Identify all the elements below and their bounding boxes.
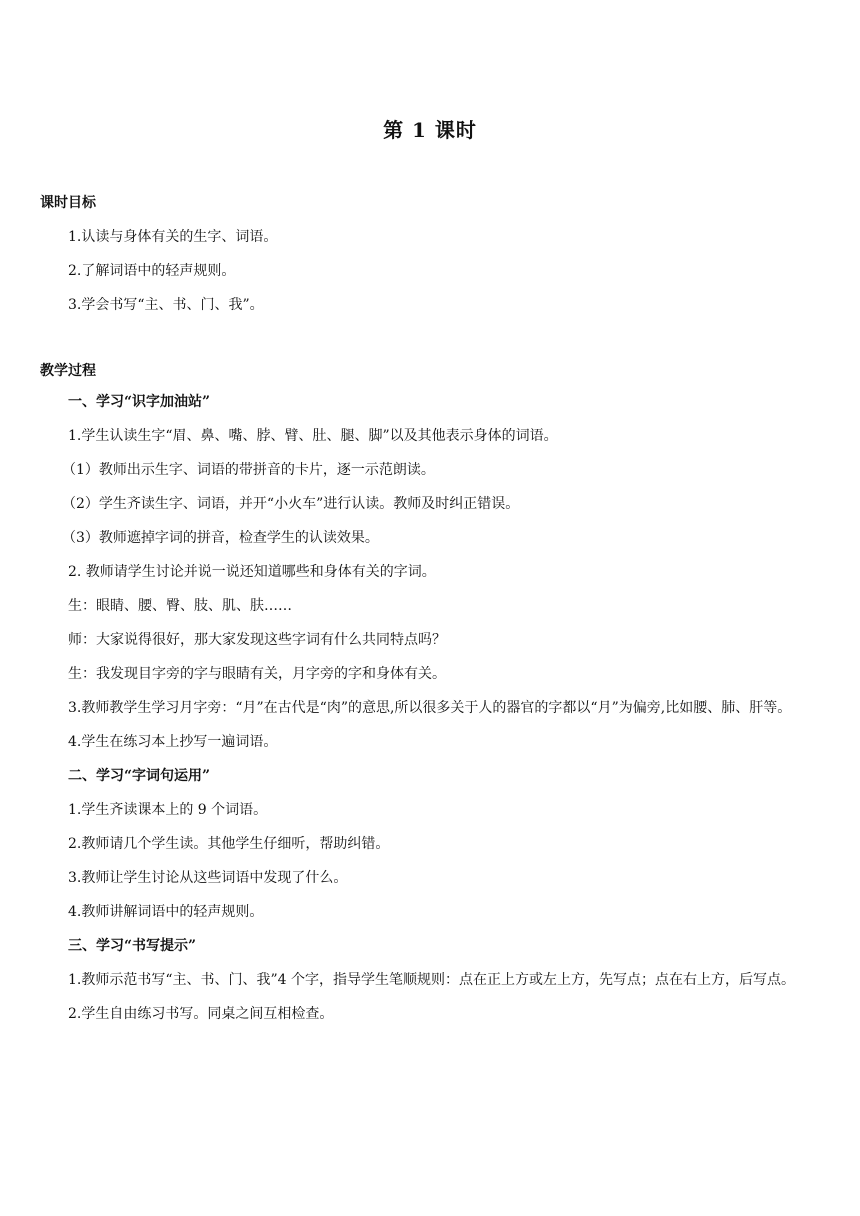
process-paragraph: 3.教师教学生学习月字旁：“月”在古代是“肉”的意思,所以很多关于人的器官的字都以“月”为偏旁,比如腰、肺、肝等。 bbox=[68, 700, 792, 716]
process-paragraph: （3）教师遮掉字词的拼音，检查学生的认读效果。 bbox=[62, 530, 379, 546]
process-paragraph: 2.教师请几个学生读。其他学生仔细听，帮助纠错。 bbox=[68, 836, 390, 852]
process-paragraph: 生：我发现目字旁的字与眼睛有关，月字旁的字和身体有关。 bbox=[68, 666, 446, 682]
process-paragraph: （1）教师出示生字、词语的带拼音的卡片，逐一示范朗读。 bbox=[62, 462, 435, 478]
process-paragraph: 3.教师让学生讨论从这些词语中发现了什么。 bbox=[68, 870, 348, 886]
process-paragraph: 1.教师示范书写“主、书、门、我”4 个字，指导学生笔顺规则：点在正上方或左上方，先写点；点在右上方，后写点。 bbox=[68, 972, 796, 988]
process-subheading: 一、学习“识字加油站” bbox=[68, 394, 211, 410]
process-paragraph: 4.教师讲解词语中的轻声规则。 bbox=[68, 904, 264, 920]
objectives-list bbox=[40, 220, 822, 322]
process-subheading: 二、学习“字词句运用” bbox=[68, 768, 211, 784]
process-paragraph: （2）学生齐读生字、词语，并开“小火车”进行认读。教师及时纠正错误。 bbox=[62, 496, 520, 512]
process-paragraph: 1.学生齐读课本上的 9 个词语。 bbox=[68, 802, 268, 818]
process-paragraph: 1.学生认读生字“眉、鼻、嘴、脖、臂、肚、腿、脚”以及其他表示身体的词语。 bbox=[68, 428, 558, 444]
process-paragraph: 师：大家说得很好，那大家发现这些字词有什么共同特点吗？ bbox=[68, 632, 446, 648]
objectives-heading: 课时目标 bbox=[40, 195, 96, 211]
process-paragraph: 2.学生自由练习书写。同桌之间互相检查。 bbox=[68, 1006, 334, 1022]
objective-item: 2.了解词语中的轻声规则。 bbox=[68, 263, 236, 279]
process-paragraph: 4.学生在练习本上抄写一遍词语。 bbox=[68, 734, 278, 750]
page-title: 第 1 课时 bbox=[383, 118, 477, 142]
process-heading: 教学过程 bbox=[40, 363, 96, 379]
process-paragraph: 2. 教师请学生讨论并说一说还知道哪些和身体有关的字词。 bbox=[68, 564, 436, 580]
process-list bbox=[40, 385, 822, 1031]
process-paragraph: 生：眼睛、腰、臀、肢、肌、肤…… bbox=[68, 598, 292, 614]
process-subheading: 三、学习“书写提示” bbox=[68, 938, 197, 954]
objective-item: 3.学会书写“主、书、门、我”。 bbox=[68, 297, 264, 313]
objective-item: 1.认读与身体有关的生字、词语。 bbox=[68, 229, 278, 245]
